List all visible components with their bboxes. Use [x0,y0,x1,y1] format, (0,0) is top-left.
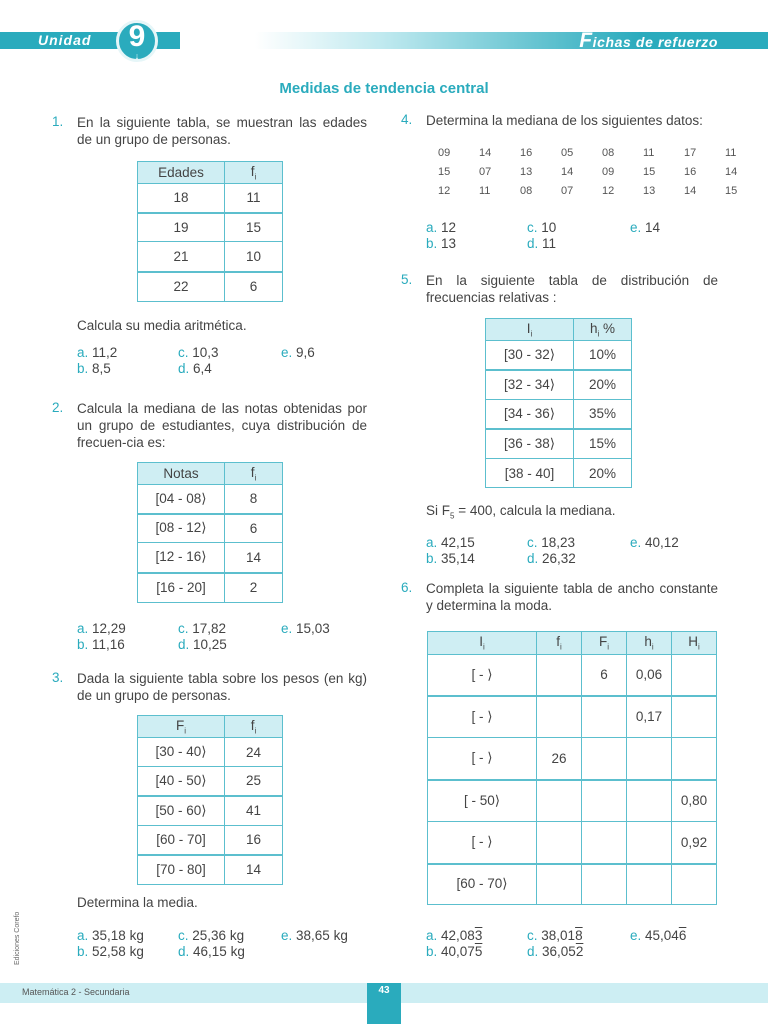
table-cell: [32 - 34⟩ [486,370,574,400]
q2-option-d: d. 10,25 [178,637,227,652]
table-cell [672,655,717,696]
q4-data-row-2: 15 07 13 14 09 15 16 14 [438,166,738,178]
table-cell: 25 [225,767,283,796]
table-cell: [50 - 60⟩ [138,796,225,826]
table-cell: 0,17 [627,696,672,738]
table-cell: 21 [138,242,225,272]
q5-prompt: Si $F_5 = 400$, calcula la mediana. [426,503,616,521]
table-cell: [ - ⟩ [428,696,537,738]
q2-header-2: $f_i$ [225,463,283,485]
q3-prompt: Determina la media. [77,895,198,910]
publisher-text: Ediciones Corefo [14,911,21,965]
table-cell: [ - ⟩ [428,822,537,864]
q2-option-b: b. 11,16 [77,637,125,652]
q6-header-2: $f_i$ [537,632,582,655]
table-cell: [ - ⟩ [428,738,537,780]
q2-header-1: Notas [138,463,225,485]
table-cell [672,738,717,780]
table-cell: 35% [574,400,632,429]
table-cell: [16 - 20] [138,573,225,603]
table-cell: [ - ⟩ [428,655,537,696]
q1-option-a: a. 11,2 [77,345,118,360]
table-cell [672,696,717,738]
table-cell: 6 [225,272,283,302]
q4-number: 4. [401,112,413,127]
q3-header-1: $F_i$ [138,716,225,738]
table-cell: 20% [574,370,632,400]
table-cell [672,864,717,905]
q6-option-d: d. 36,052 [527,944,584,959]
table-cell: [12 - 16⟩ [138,543,225,573]
table-cell: 14 [225,543,283,573]
table-cell: 24 [225,738,283,767]
q5-text: En la siguiente tabla de distribución de frecuencias relativas : [426,273,718,305]
table-cell: [34 - 36⟩ [486,400,574,429]
q4-option-d: d. 11 [527,236,557,251]
q1-option-b: b. 8,5 [77,361,111,376]
q3-option-a: a. 35,18 kg [77,928,144,943]
q2-option-e: e. 15,03 [281,621,330,636]
q5-option-e: e. 40,12 [630,535,679,550]
table-cell [582,822,627,864]
q3-option-b: b. 52,58 kg [77,944,144,959]
table-cell: 10% [574,341,632,370]
q4-data-row-3: 12 11 08 07 12 13 14 15 [438,185,738,197]
table-cell: 10 [225,242,283,272]
q3-table [137,715,283,885]
table-cell: 0,06 [627,655,672,696]
table-cell: [30 - 40⟩ [138,738,225,767]
table-cell [627,864,672,905]
table-cell [537,780,582,822]
table-cell: 19 [138,213,225,242]
table-cell: [ - 50⟩ [428,780,537,822]
table-cell: [36 - 38⟩ [486,429,574,459]
q6-option-b: b. 40,075 [426,944,483,959]
table-cell: [30 - 32⟩ [486,341,574,370]
q2-table [137,462,283,603]
table-cell: 15 [225,213,283,242]
table-cell: 15% [574,429,632,459]
q4-option-e: e. 14 [630,220,661,235]
q6-header-5: $H_i$ [672,632,717,655]
q6-header-3: $F_i$ [582,632,627,655]
q2-text: Calcula la mediana de las notas obtenidas por un grupo de estudiantes, cuya distribución de frecuen-cia es: [77,401,367,450]
table-cell: [04 - 08⟩ [138,485,225,514]
q2-option-a: a. 12,29 [77,621,126,636]
q3-header-2: $f_i$ [225,716,283,738]
q6-header-4: $h_i$ [627,632,672,655]
q1-prompt: Calcula su media aritmética. [77,318,247,333]
q6-option-a: a. 42,083 [426,928,483,943]
q6-header-1: $I_i$ [428,632,537,655]
table-cell: 6 [582,655,627,696]
table-cell: [60 - 70] [138,826,225,855]
q1-text: En la siguiente tabla, se muestran las edades de un grupo de personas. [77,115,367,147]
unit-label: Unidad [38,32,92,48]
table-cell: 14 [225,855,283,885]
table-cell [582,696,627,738]
q4-option-c: c. 10 [527,220,557,235]
q6-text: Completa la siguiente tabla de ancho constante y determina la moda. [426,581,718,613]
table-cell: 0,92 [672,822,717,864]
q5-option-a: a. 42,15 [426,535,475,550]
table-cell [537,822,582,864]
table-cell: [60 - 70⟩ [428,864,537,905]
q3-option-e: e. 38,65 kg [281,928,348,943]
q1-header-1: Edades [138,162,225,184]
q4-text: Determina la mediana de los siguientes datos: [426,113,703,128]
table-cell [582,864,627,905]
q3-option-c: c. 25,36 kg [178,928,245,943]
q2-option-c: c. 17,82 [178,621,227,636]
q1-option-c: c. 10,3 [178,345,219,360]
q4-option-a: a. 12 [426,220,457,235]
q5-header-2: $h_i$ % [574,319,632,341]
footer-text: Matemática 2 - Secundaria [22,987,130,997]
table-cell: 16 [225,826,283,855]
arrow-down-icon: ↓ [134,51,140,61]
table-cell [537,864,582,905]
unit-number: 9 [128,20,146,53]
q6-table [427,631,717,905]
table-cell: 20% [574,459,632,488]
q3-text: Dada la siguiente tabla sobre los pesos (en kg) de un grupo de personas. [77,671,367,703]
table-cell: 8 [225,485,283,514]
q5-option-c: c. 18,23 [527,535,576,550]
page-title: Medidas de tendencia central [279,80,489,97]
table-cell: 18 [138,184,225,213]
page-number: 43 [378,985,390,996]
q1-option-e: e. 9,6 [281,345,315,360]
table-cell: 0,80 [672,780,717,822]
section-title: Fichas de refuerzo [579,29,718,52]
q6-number: 6. [401,580,413,595]
table-cell: [38 - 40] [486,459,574,488]
q2-number: 2. [52,400,64,415]
q3-number: 3. [52,670,64,685]
q5-option-d: d. 26,32 [527,551,576,566]
q5-number: 5. [401,272,413,287]
q4-option-b: b. 13 [426,236,457,251]
table-cell: [08 - 12⟩ [138,514,225,543]
table-cell [582,780,627,822]
table-cell: 41 [225,796,283,826]
q1-table [137,161,283,302]
q1-number: 1. [52,114,64,129]
table-cell: 6 [225,514,283,543]
q6-option-e: e. 45,046 [630,928,687,943]
table-cell: 11 [225,184,283,213]
q1-header-2: $f_i$ [225,162,283,184]
q6-option-c: c. 38,018 [527,928,583,943]
q5-header-1: $I_i$ [486,319,574,341]
q5-table [485,318,632,488]
table-cell [627,738,672,780]
table-cell [627,780,672,822]
q5-option-b: b. 35,14 [426,551,475,566]
table-cell [537,696,582,738]
table-cell: 2 [225,573,283,603]
table-cell: [70 - 80] [138,855,225,885]
q1-option-d: d. 6,4 [178,361,212,376]
q3-option-d: d. 46,15 kg [178,944,245,959]
table-cell: 22 [138,272,225,302]
table-cell: [40 - 50⟩ [138,767,225,796]
q4-data-row-1: 09 14 16 05 08 11 17 11 [438,147,737,159]
table-cell [627,822,672,864]
table-cell: 26 [537,738,582,780]
table-cell [537,655,582,696]
table-cell [582,738,627,780]
